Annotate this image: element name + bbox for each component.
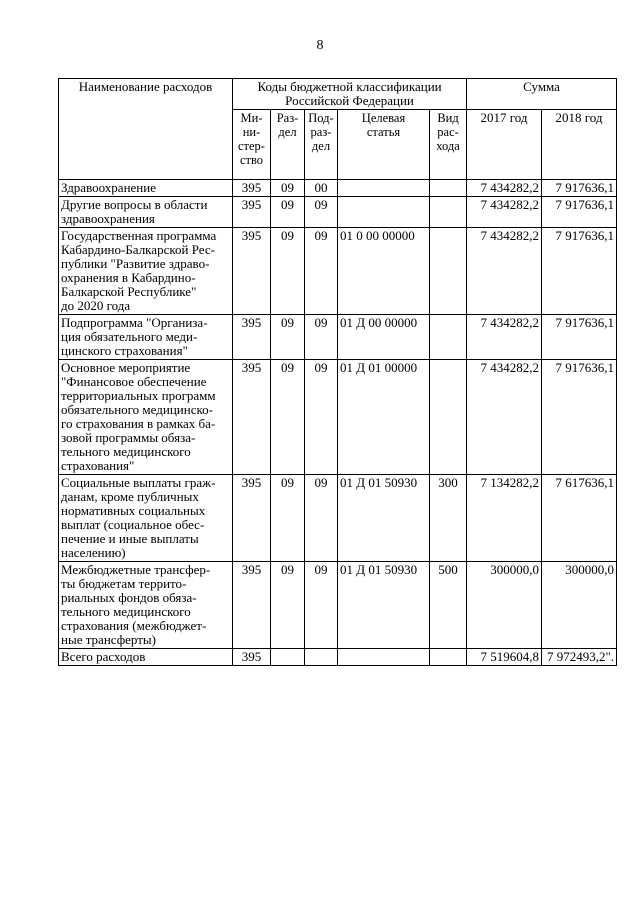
row-type: 300 (430, 475, 467, 562)
table-row (59, 315, 617, 360)
total-2018: 7 972493,2". (542, 649, 617, 666)
header-sum-group: Сумма (467, 79, 617, 110)
row-2018: 300000,0 (542, 562, 617, 649)
budget-table (58, 78, 617, 666)
total-section (271, 649, 305, 666)
table-row (59, 475, 617, 562)
row-name: Подпрограмма "Организа- ция обязательного меди- цинского страхования" (59, 315, 233, 360)
row-ministry: 395 (233, 562, 271, 649)
row-name: Государственная программа Кабардино-Балкарской Рес- публики "Развитие здраво- охранения в Кабардино- Балкарской Республике" до 2020 года (59, 228, 233, 315)
row-2017: 7 434282,2 (467, 228, 542, 315)
row-2018: 7 617636,1 (542, 475, 617, 562)
row-subsection: 09 (305, 315, 338, 360)
row-subsection: 09 (305, 360, 338, 475)
row-section: 09 (271, 360, 305, 475)
header-year-2017: 2017 год (467, 110, 542, 180)
row-type (430, 228, 467, 315)
row-2017: 7 434282,2 (467, 315, 542, 360)
row-section: 09 (271, 228, 305, 315)
row-section: 09 (271, 475, 305, 562)
row-2018: 7 917636,1 (542, 360, 617, 475)
row-2017: 7 434282,2 (467, 180, 542, 197)
row-2018: 7 917636,1 (542, 228, 617, 315)
row-ministry: 395 (233, 315, 271, 360)
row-2018: 7 917636,1 (542, 180, 617, 197)
header-subsection: Под- раз- дел (305, 110, 338, 180)
row-subsection: 09 (305, 562, 338, 649)
row-target: 01 Д 01 50930 (338, 562, 430, 649)
table-row (59, 197, 617, 228)
row-ministry: 395 (233, 360, 271, 475)
row-section: 09 (271, 562, 305, 649)
row-type (430, 180, 467, 197)
header-year-2018: 2018 год (542, 110, 617, 180)
total-name: Всего расходов (59, 649, 233, 666)
row-target: 01 Д 01 50930 (338, 475, 430, 562)
row-2017: 7 134282,2 (467, 475, 542, 562)
table-row (59, 360, 617, 475)
row-name: Социальные выплаты граж- данам, кроме публичных нормативных социальных выплат (социальное обес- печение и иные выплаты населению) (59, 475, 233, 562)
row-subsection: 09 (305, 228, 338, 315)
page-number: 8 (316, 38, 324, 53)
row-name: Основное мероприятие "Финансовое обеспечение территориальных программ обязательного медицинско- го страхования в рамках ба- зовой программы обяза- тельного медицинского страхования" (59, 360, 233, 475)
row-2017: 7 434282,2 (467, 197, 542, 228)
row-target (338, 197, 430, 228)
table-row (59, 180, 617, 197)
row-target: 01 Д 01 00000 (338, 360, 430, 475)
row-type: 500 (430, 562, 467, 649)
row-type (430, 360, 467, 475)
total-ministry: 395 (233, 649, 271, 666)
row-name: Здравоохранение (59, 180, 233, 197)
table-row (59, 228, 617, 315)
row-section: 09 (271, 197, 305, 228)
row-ministry: 395 (233, 197, 271, 228)
header-codes-group: Коды бюджетной классификации Российской Федерации (233, 79, 467, 110)
row-section: 09 (271, 315, 305, 360)
header-ministry: Ми- ни- стер- ство (233, 110, 271, 180)
total-target (338, 649, 430, 666)
row-ministry: 395 (233, 475, 271, 562)
row-2017: 7 434282,2 (467, 360, 542, 475)
header-name: Наименование расходов (59, 79, 233, 180)
row-name: Межбюджетные трансфер- ты бюджетам террито- риальных фондов обяза- тельного медицинского страхования (межбюджет- ные трансферты) (59, 562, 233, 649)
row-ministry: 395 (233, 180, 271, 197)
header-target: Целевая статья (338, 110, 430, 180)
header-section: Раз- дел (271, 110, 305, 180)
row-subsection: 09 (305, 475, 338, 562)
row-2018: 7 917636,1 (542, 315, 617, 360)
row-2017: 300000,0 (467, 562, 542, 649)
row-subsection: 00 (305, 180, 338, 197)
row-type (430, 197, 467, 228)
row-target: 01 0 00 00000 (338, 228, 430, 315)
row-target (338, 180, 430, 197)
row-type (430, 315, 467, 360)
row-2018: 7 917636,1 (542, 197, 617, 228)
row-target: 01 Д 00 00000 (338, 315, 430, 360)
row-subsection: 09 (305, 197, 338, 228)
row-section: 09 (271, 180, 305, 197)
total-type (430, 649, 467, 666)
table-row-total (59, 649, 617, 666)
row-name: Другие вопросы в области здравоохранения (59, 197, 233, 228)
header-expense-type: Вид рас- хода (430, 110, 467, 180)
total-subsection (305, 649, 338, 666)
table-row (59, 562, 617, 649)
total-2017: 7 519604,8 (467, 649, 542, 666)
row-ministry: 395 (233, 228, 271, 315)
